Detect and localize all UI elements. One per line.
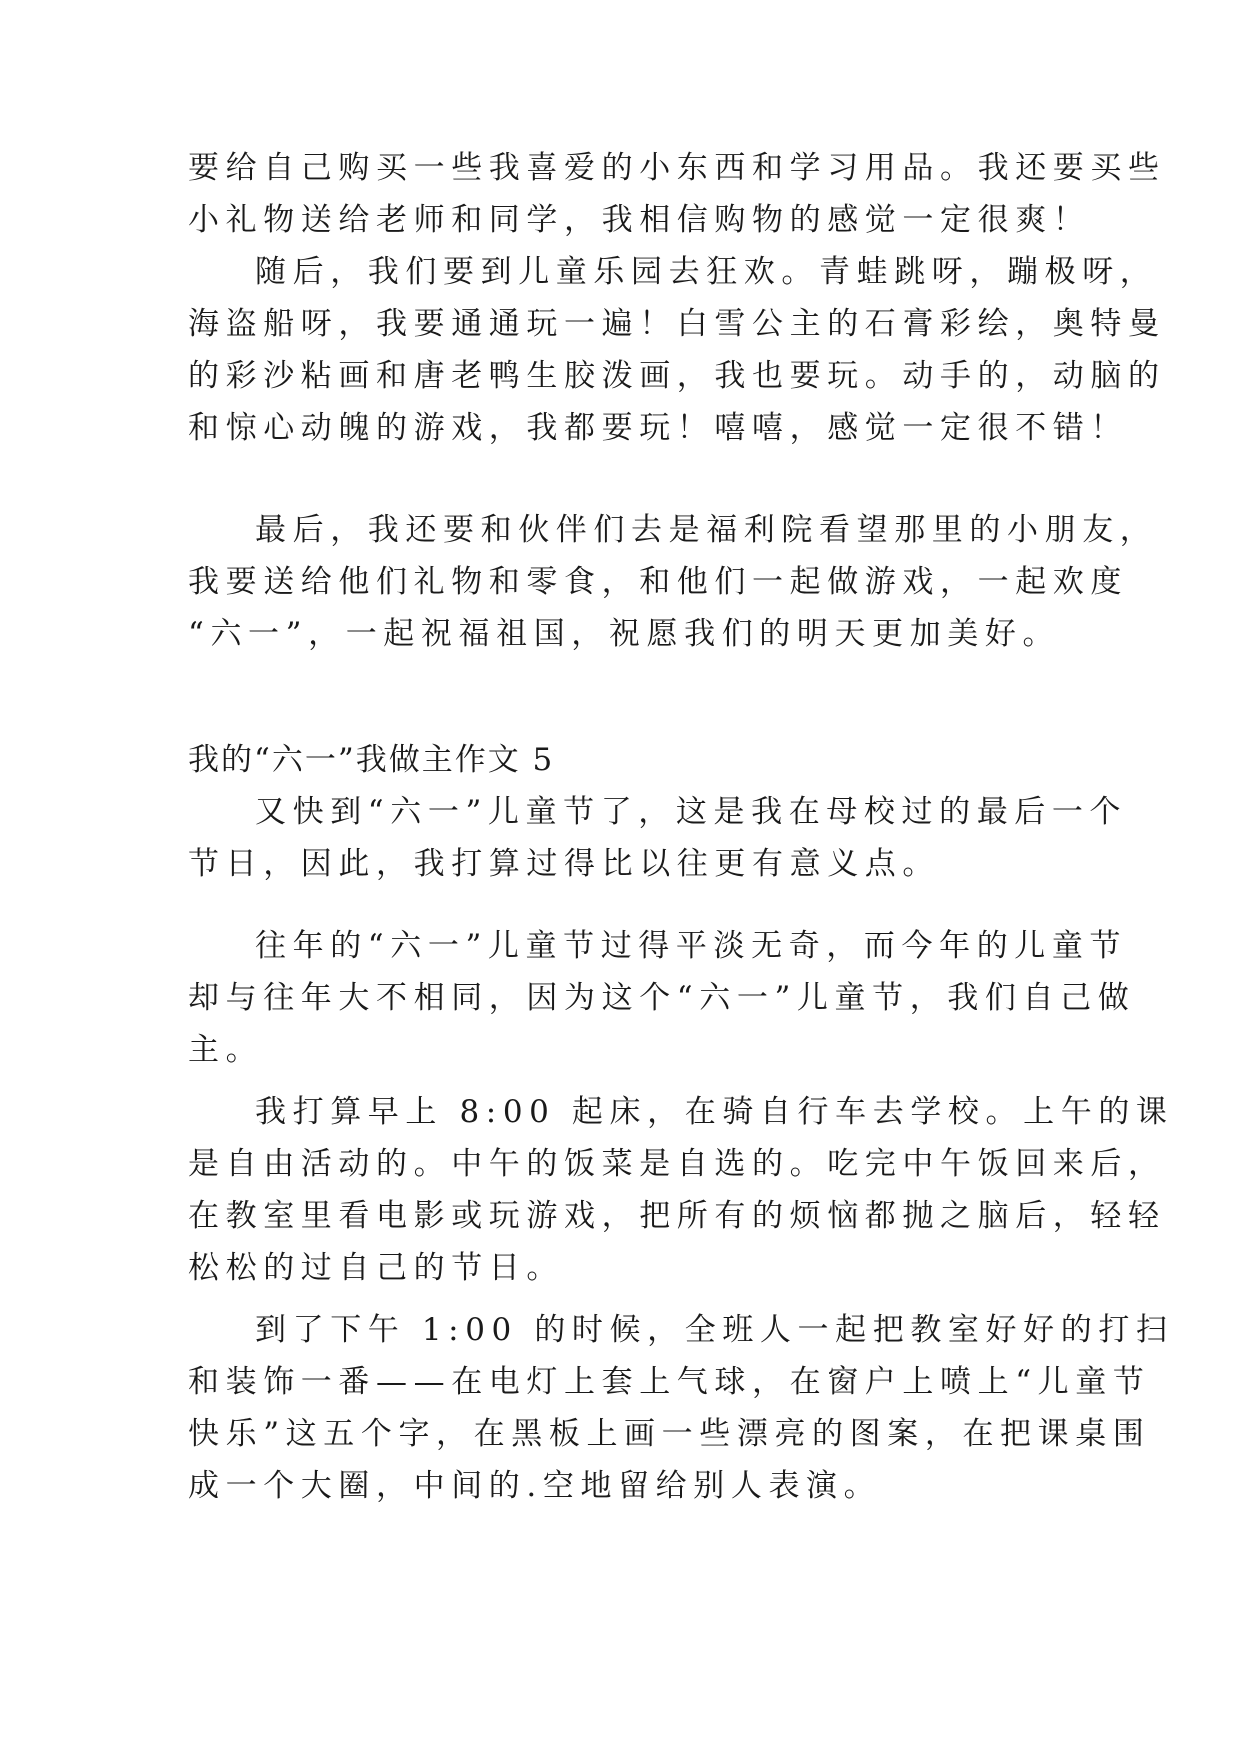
text-line: 随后，我们要到儿童乐园去狂欢。青蛙跳呀，蹦极呀， (255, 254, 1158, 290)
text-line: 的彩沙粘画和唐老鸭生胶泼画，我也要玩。动手的，动脑的 (188, 358, 1166, 394)
text-line: 快乐”这五个字，在黑板上画一些漂亮的图案，在把课桌围 (188, 1416, 1151, 1452)
text-line: 往年的“六一”儿童节过得平淡无奇，而今年的儿童节 (255, 928, 1128, 964)
text-line: 在教室里看电影或玩游戏，把所有的烦恼都抛之脑后，轻轻 (188, 1198, 1166, 1234)
text-line: 海盗船呀，我要通通玩一遍！白雪公主的石膏彩绘，奥特曼 (188, 306, 1166, 342)
text-line: 最后，我还要和伙伴们去是福利院看望那里的小朋友， (255, 512, 1158, 548)
text-line: 又快到“六一”儿童节了，这是我在母校过的最后一个 (255, 794, 1128, 830)
text-line: “六一”，一起祝福祖国，祝愿我们的明天更加美好。 (188, 616, 1061, 652)
text-line: 和装饰一番——在电灯上套上气球，在窗户上喷上“儿童节 (188, 1364, 1151, 1400)
text-line: 要给自己购买一些我喜爱的小东西和学习用品。我还要买些 (188, 150, 1166, 186)
text-line: 和惊心动魄的游戏，我都要玩！嘻嘻，感觉一定很不错！ (188, 410, 1128, 446)
text-line: 到了下午 1:00 的时候，全班人一起把教室好好的打扫 (255, 1312, 1174, 1348)
text-line: 却与往年大不相同，因为这个“六一”儿童节，我们自己做 (188, 980, 1136, 1016)
text-line: 主。 (188, 1032, 264, 1068)
text-line: 松松的过自己的节日。 (188, 1250, 564, 1286)
text-line: 是自由活动的。中午的饭菜是自选的。吃完中午饭回来后， (188, 1146, 1166, 1182)
section-title: 我的“六一”我做主作文 5 (188, 742, 555, 778)
text-line: 节日，因此，我打算过得比以往更有意义点。 (188, 846, 940, 882)
text-line: 我要送给他们礼物和零食，和他们一起做游戏，一起欢度 (188, 564, 1128, 600)
text-line: 成一个大圈，中间的.空地留给别人表演。 (188, 1468, 882, 1504)
text-line: 小礼物送给老师和同学，我相信购物的感觉一定很爽！ (188, 202, 1091, 238)
text-line: 我打算早上 8:00 起床，在骑自行车去学校。上午的课 (255, 1094, 1174, 1130)
